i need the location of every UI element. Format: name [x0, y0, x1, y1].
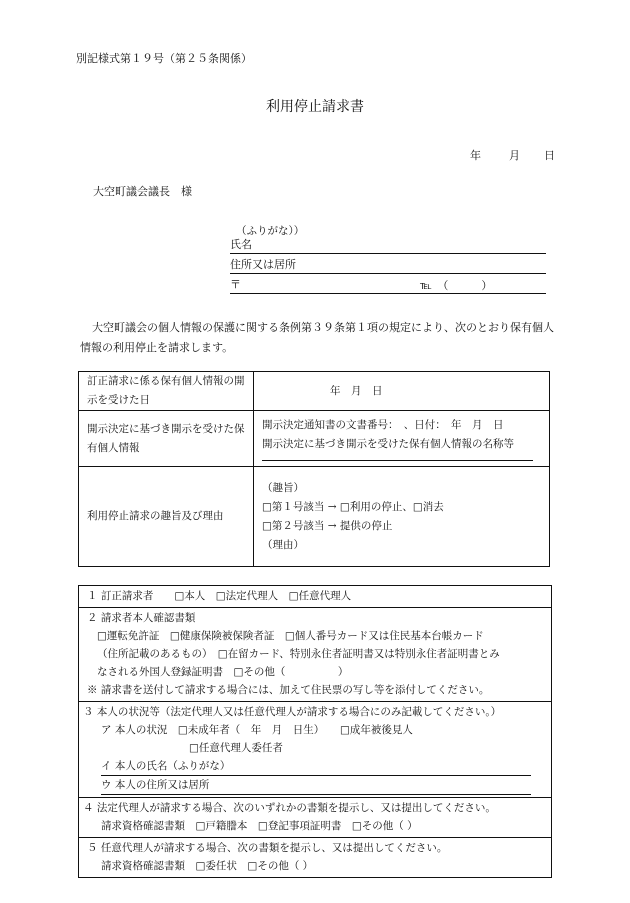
voluntary-agent-title: ５ 任意代理人が請求する場合、次の書類を提示し、又は提出してください。 — [87, 842, 448, 854]
principal-name-field[interactable]: イ 本人の氏名（ふりがな） — [101, 757, 531, 776]
request-table — [78, 371, 550, 567]
date-field[interactable] — [470, 147, 555, 163]
address-label: 住所又は居所 — [230, 258, 296, 271]
intro-paragraph: 大空町議会の個人情報の保護に関する条例第３９条第１項の規定により、次のとおり保有個人情報の利用停止を請求します。 — [80, 321, 554, 354]
legal-agent-documents[interactable]: 請求資格確認書類 □戸籍謄本 □登記事項証明書 □その他（ ） — [101, 820, 418, 832]
purpose-reason-field[interactable] — [254, 467, 550, 567]
option-item-2-checkbox[interactable]: □第２号該当 → 提供の停止 — [262, 519, 393, 532]
addressee: 大空町議会議長 様 — [93, 185, 192, 198]
name-field[interactable] — [230, 239, 546, 254]
id-documents-options-3[interactable]: なされる外国人登録証明書 □その他（ ） — [97, 666, 349, 678]
info-name-underline — [262, 454, 533, 461]
date-day-label: 日 — [544, 149, 555, 162]
id-documents-options-1[interactable]: □運転免許証 □健康保険被保険者証 □個人番号カード又は住民基本台帳カード — [97, 630, 484, 642]
principal-status-options[interactable]: ア 本人の状況 □未成年者（ 年 月 日生） □成年被後見人 — [101, 724, 413, 736]
tel-field[interactable]: ℡ （ ） — [420, 279, 493, 292]
document-number-line: 開示決定通知書の文書番号： 、日付： 年 月 日 — [262, 419, 504, 431]
address-field[interactable] — [230, 259, 546, 274]
principal-status-title: ３ 本人の状況等（法定代理人又は任意代理人が請求する場合にのみ記載してください。） — [83, 706, 502, 718]
option-item-1-checkbox[interactable]: □第１号該当 → □利用の停止、□消去 — [262, 500, 444, 513]
requester-info-box — [78, 585, 552, 878]
form-number: 別記様式第１９号（第２５条関係） — [76, 52, 252, 65]
purpose-heading: （趣旨） — [262, 481, 304, 494]
id-documents-note: ※ 請求書を送付して請求する場合には、加えて住民票の写し等を添付してください。 — [87, 684, 490, 696]
reason-heading: （理由） — [262, 538, 304, 551]
name-label: 氏名 — [230, 238, 252, 251]
voluntary-agent-documents[interactable]: 請求資格確認書類 □委任状 □その他（ ） — [101, 860, 314, 872]
section-legal-agent — [79, 798, 551, 838]
purpose-reason-label: 利用停止請求の趣旨及び理由 — [79, 467, 254, 567]
date-month-label: 月 — [509, 149, 520, 162]
info-name-line: 開示決定に基づき開示を受けた保有個人情報の名称等 — [262, 438, 514, 450]
section-voluntary-agent — [79, 838, 551, 877]
disclosed-info-field[interactable] — [254, 411, 550, 467]
furigana-label: （ふりがな）） — [236, 225, 305, 237]
postal-field[interactable] — [230, 279, 546, 294]
legal-agent-title: ４ 法定代理人が請求する場合、次のいずれかの書類を提示し、又は提出してください。 — [83, 802, 496, 814]
disclosure-date-field[interactable]: 年 月 日 — [254, 372, 550, 411]
section-principal-status — [79, 702, 551, 798]
id-documents-options-2[interactable]: （住所記載のあるもの） □在留カード、特別永住者証明書又は特別永住者証明書とみ — [97, 648, 500, 660]
date-year-label: 年 — [470, 149, 481, 162]
principal-status-options-2[interactable]: □任意代理人委任者 — [189, 742, 283, 754]
disclosure-date-label: 訂正請求に係る保有個人情報の開示を受けた日 — [79, 372, 254, 411]
page-title: 利用停止請求書 — [266, 99, 364, 115]
id-documents-title: ２ 請求者本人確認書類 — [87, 612, 196, 624]
principal-address-field[interactable]: ウ 本人の住所又は居所 — [101, 776, 531, 795]
section-id-documents — [79, 608, 551, 702]
disclosed-info-label: 開示決定に基づき開示を受けた保有個人情報 — [79, 411, 254, 467]
postal-mark: 〒 — [230, 278, 241, 291]
section-requester-type[interactable]: １ 訂正請求者 □本人 □法定代理人 □任意代理人 — [79, 586, 551, 608]
